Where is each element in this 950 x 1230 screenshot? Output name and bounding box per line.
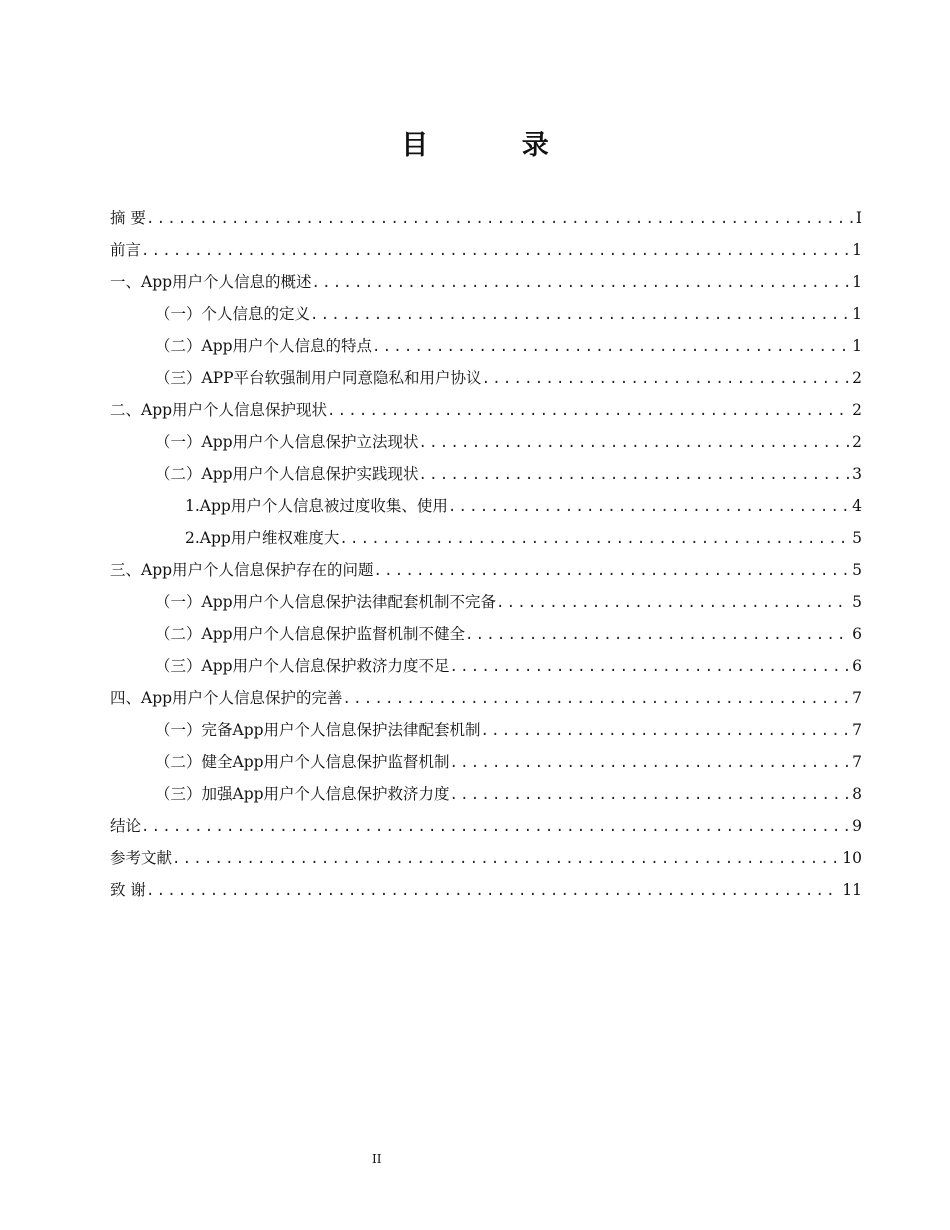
toc-entry-label: （一）个人信息的定义 bbox=[155, 305, 311, 323]
toc-entry-page: 9 bbox=[852, 817, 862, 835]
toc-leader-dots bbox=[450, 779, 851, 811]
toc-entry-page: 5 bbox=[852, 561, 862, 579]
toc-entry-page: 3 bbox=[852, 465, 862, 483]
toc-entry-label: 结论 bbox=[110, 817, 142, 835]
toc-entry-label: 一、App用户个人信息的概述 bbox=[110, 273, 312, 291]
toc-entry-page: 6 bbox=[852, 657, 862, 675]
toc-leader-dots bbox=[339, 523, 850, 555]
toc-entry-page: 10 bbox=[842, 849, 862, 867]
toc-leader-dots bbox=[481, 715, 851, 747]
toc-leader-dots bbox=[343, 683, 851, 715]
toc-entry-label: （二）App用户个人信息的特点 bbox=[155, 337, 373, 355]
toc-entry-page: 1 bbox=[852, 337, 862, 355]
toc-leader-dots bbox=[465, 619, 850, 651]
toc-entry[interactable] bbox=[110, 202, 862, 234]
toc-entry[interactable] bbox=[110, 458, 862, 490]
toc-entry-label: 三、App用户个人信息保护存在的问题 bbox=[110, 561, 374, 579]
toc-entry-label: 致 谢 bbox=[110, 881, 146, 899]
toc-entry[interactable] bbox=[110, 362, 862, 394]
toc-entry-label: 2.App用户维权难度大 bbox=[185, 529, 340, 547]
toc-entry-page: 11 bbox=[842, 881, 862, 899]
toc-entry-label: 前言 bbox=[110, 241, 142, 259]
toc-leader-dots bbox=[374, 555, 851, 587]
toc-entry[interactable] bbox=[110, 330, 862, 362]
page-title: 目 录 bbox=[401, 130, 591, 162]
toc-entry[interactable] bbox=[110, 842, 862, 874]
toc-entry[interactable] bbox=[110, 490, 862, 522]
toc-entry[interactable] bbox=[110, 266, 862, 298]
toc-entry-label: 1.App用户个人信息被过度收集、使用 bbox=[185, 497, 448, 515]
toc-leader-dots bbox=[482, 363, 851, 395]
toc-entry-page: 7 bbox=[852, 753, 862, 771]
toc-entry[interactable] bbox=[110, 682, 862, 714]
toc-leader-dots bbox=[450, 747, 851, 779]
toc-entry-label: 参考文献 bbox=[110, 849, 173, 867]
toc-entry-label: 四、App用户个人信息保护的完善 bbox=[110, 689, 343, 707]
toc-leader-dots bbox=[312, 267, 851, 299]
page-number: II bbox=[372, 1152, 382, 1166]
toc-entry-page: 1 bbox=[852, 273, 862, 291]
toc-leader-dots bbox=[496, 587, 850, 619]
toc-entry-page: 1 bbox=[852, 241, 862, 259]
toc-entry-label: 二、App用户个人信息保护现状 bbox=[110, 401, 328, 419]
toc-entry[interactable] bbox=[110, 874, 862, 906]
toc-entry-page: 5 bbox=[852, 529, 862, 547]
toc-entry[interactable] bbox=[110, 298, 862, 330]
toc-leader-dots bbox=[327, 395, 850, 427]
toc-entry-page: 2 bbox=[852, 433, 862, 451]
toc-entry[interactable] bbox=[110, 618, 862, 650]
toc-leader-dots bbox=[448, 491, 850, 523]
toc-leader-dots bbox=[146, 875, 840, 907]
toc-entry[interactable] bbox=[110, 394, 862, 426]
toc-entry[interactable] bbox=[110, 714, 862, 746]
toc-entry[interactable] bbox=[110, 746, 862, 778]
toc-entry[interactable] bbox=[110, 650, 862, 682]
toc-entry[interactable] bbox=[110, 586, 862, 618]
toc-entry-page: 7 bbox=[852, 689, 862, 707]
toc-entry-page: I bbox=[855, 209, 862, 227]
toc-entry[interactable] bbox=[110, 522, 862, 554]
toc-leader-dots bbox=[146, 203, 854, 235]
toc-entry[interactable] bbox=[110, 426, 862, 458]
toc-entry-label: （三）App用户个人信息保护救济力度不足 bbox=[155, 657, 450, 675]
toc-leader-dots bbox=[450, 651, 851, 683]
toc-entry-page: 5 bbox=[852, 593, 862, 611]
toc-entry-page: 4 bbox=[852, 497, 862, 515]
toc-entry[interactable] bbox=[110, 554, 862, 586]
toc-leader-dots bbox=[141, 811, 850, 843]
toc-entry-label: （二）健全App用户个人信息保护监督机制 bbox=[155, 753, 450, 771]
toc-entry-label: （三）加强App用户个人信息保护救济力度 bbox=[155, 785, 450, 803]
toc-entry-label: （一）App用户个人信息保护法律配套机制不完备 bbox=[155, 593, 497, 611]
toc-entry-page: 2 bbox=[852, 401, 862, 419]
toc-leader-dots bbox=[172, 843, 840, 875]
toc-entry-label: （三）APP平台软强制用户同意隐私和用户协议 bbox=[155, 369, 482, 387]
toc-entry-page: 6 bbox=[852, 625, 862, 643]
toc-leader-dots bbox=[310, 299, 850, 331]
toc-entry-page: 2 bbox=[852, 369, 862, 387]
toc-entry-page: 1 bbox=[852, 305, 862, 323]
toc-entry[interactable] bbox=[110, 810, 862, 842]
toc-entry-label: （二）App用户个人信息保护监督机制不健全 bbox=[155, 625, 466, 643]
toc-entry-label: 摘 要 bbox=[110, 209, 146, 227]
toc-entry-page: 7 bbox=[852, 721, 862, 739]
toc-entry[interactable] bbox=[110, 778, 862, 810]
toc-leader-dots bbox=[141, 235, 850, 267]
toc-leader-dots bbox=[372, 331, 850, 363]
toc-entry[interactable] bbox=[110, 234, 862, 266]
toc-entry-label: （一）完备App用户个人信息保护法律配套机制 bbox=[155, 721, 481, 739]
toc-entry-page: 8 bbox=[852, 785, 862, 803]
toc-entry-label: （二）App用户个人信息保护实践现状 bbox=[155, 465, 419, 483]
toc-entry-label: （一）App用户个人信息保护立法现状 bbox=[155, 433, 419, 451]
toc-leader-dots bbox=[419, 459, 851, 491]
toc-leader-dots bbox=[419, 427, 851, 459]
table-of-contents bbox=[110, 202, 862, 906]
